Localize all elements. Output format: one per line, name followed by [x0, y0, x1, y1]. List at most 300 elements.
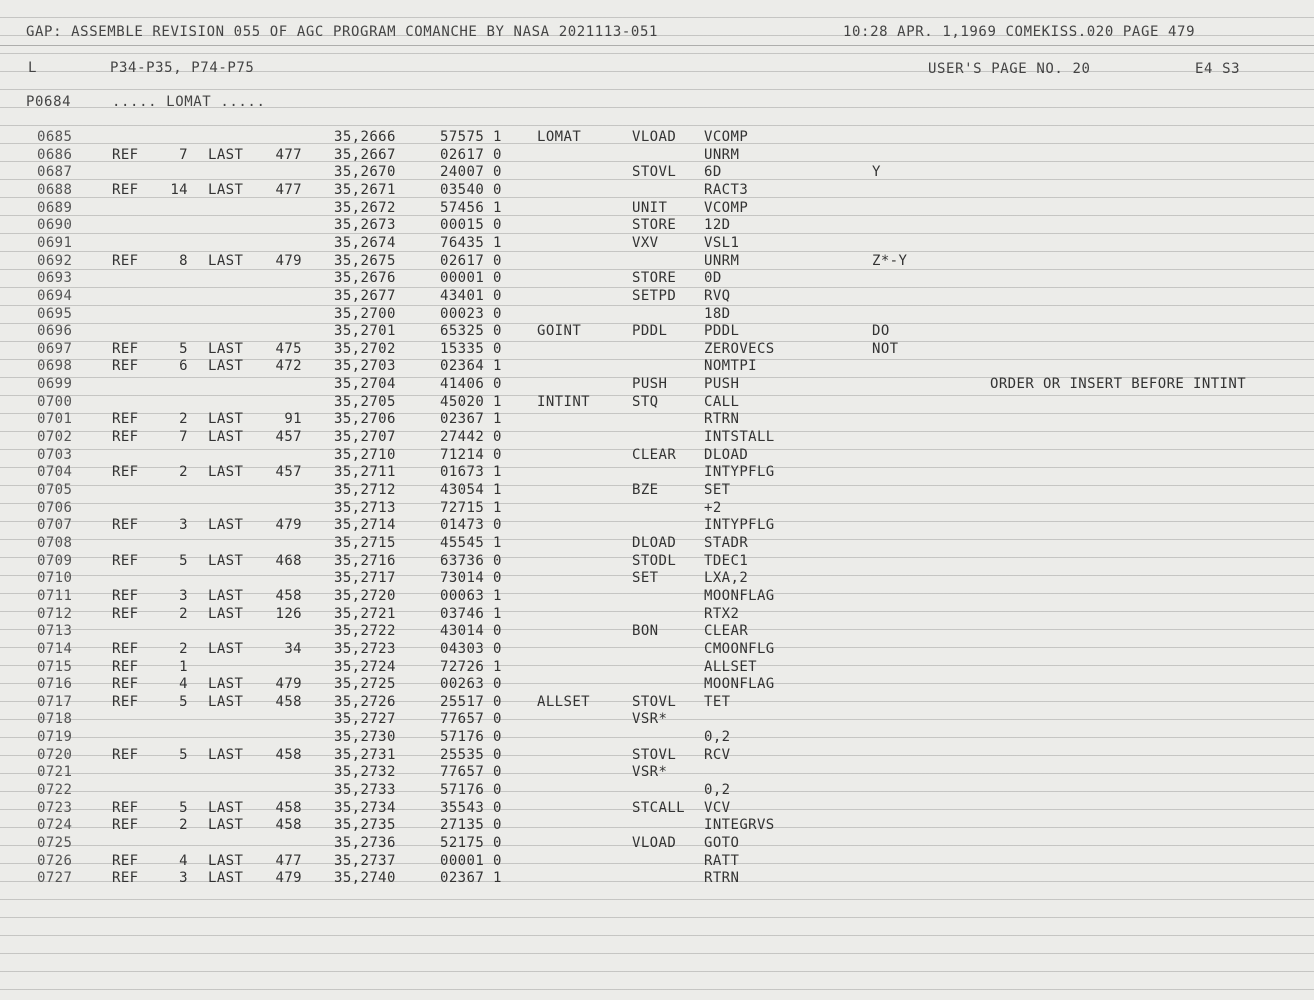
- last-keyword: LAST: [208, 693, 244, 710]
- listing-row: [0, 764, 1314, 782]
- line-number: 0697: [37, 340, 73, 357]
- last-keyword: LAST: [208, 552, 244, 569]
- last-keyword: LAST: [208, 587, 244, 604]
- opcode: VLOAD: [632, 835, 677, 851]
- last-keyword: LAST: [208, 852, 244, 869]
- line-number: 0686: [37, 146, 73, 163]
- line-number: 0693: [37, 270, 73, 287]
- last-keyword: LAST: [208, 340, 244, 357]
- operand: INTYPFLG: [704, 464, 775, 481]
- ref-count: 7: [179, 429, 188, 446]
- octal-code: 02617 0: [440, 146, 502, 163]
- ref-count: 2: [179, 411, 188, 428]
- comment: Z*-Y: [872, 252, 908, 269]
- octal-code: 57456 1: [440, 199, 502, 216]
- line-number: 0726: [37, 852, 73, 869]
- last-page: 458: [275, 799, 302, 816]
- octal-code: 01473 0: [440, 517, 502, 534]
- line-number: 0698: [37, 358, 73, 375]
- line-number: 0707: [37, 517, 73, 534]
- operand: RCV: [704, 746, 731, 763]
- operand: CALL: [704, 393, 740, 410]
- listing-row: [0, 835, 1314, 853]
- ref-count: 5: [179, 746, 188, 763]
- ref-keyword: REF: [112, 587, 139, 604]
- line-number: 0716: [37, 676, 73, 693]
- octal-code: 72715 1: [440, 499, 502, 516]
- listing-row: [0, 853, 1314, 871]
- ref-count: 3: [179, 870, 188, 887]
- opcode: CLEAR: [632, 446, 677, 463]
- line-number: 0719: [37, 729, 73, 746]
- comment: Y: [872, 164, 881, 181]
- address: 35,2711: [334, 464, 396, 481]
- opcode: SETPD: [632, 287, 677, 304]
- ref-count: 4: [179, 852, 188, 869]
- last-keyword: LAST: [208, 746, 244, 763]
- octal-code: 02367 1: [440, 870, 502, 887]
- octal-code: 03540 0: [440, 181, 502, 198]
- address: 35,2667: [334, 146, 396, 163]
- address: 35,2716: [334, 552, 396, 569]
- ref-keyword: REF: [112, 146, 139, 163]
- line-number: 0720: [37, 746, 73, 763]
- address: 35,2675: [334, 252, 396, 269]
- ref-count: 3: [179, 517, 188, 534]
- opcode: PDDL: [632, 323, 668, 340]
- octal-code: 63736 0: [440, 552, 502, 569]
- octal-code: 00001 0: [440, 852, 502, 869]
- ref-keyword: REF: [112, 252, 139, 269]
- ref-count: 5: [179, 552, 188, 569]
- listing-row: [0, 676, 1314, 694]
- octal-code: 00015 0: [440, 217, 502, 234]
- line-number: 0711: [37, 587, 73, 604]
- opcode: STOVL: [632, 693, 677, 710]
- comment: DO: [872, 323, 890, 340]
- octal-code: 57575 1: [440, 129, 502, 145]
- opcode: VXV: [632, 234, 659, 251]
- ref-count: 7: [179, 146, 188, 163]
- line-number: 0691: [37, 234, 73, 251]
- opcode: BON: [632, 623, 659, 640]
- last-page: 126: [275, 605, 302, 622]
- last-page: 458: [275, 746, 302, 763]
- address: 35,2740: [334, 870, 396, 887]
- octal-code: 00023 0: [440, 305, 502, 322]
- operand: INTEGRVS: [704, 817, 775, 834]
- listing-row: [0, 588, 1314, 606]
- line-number: 0722: [37, 782, 73, 799]
- listing-row: [0, 659, 1314, 677]
- address: 35,2735: [334, 817, 396, 834]
- octal-code: 25535 0: [440, 746, 502, 763]
- octal-code: 76435 1: [440, 234, 502, 251]
- listing-row: [0, 217, 1314, 235]
- listing-row: [0, 341, 1314, 359]
- octal-code: 35543 0: [440, 799, 502, 816]
- listing-row: [0, 358, 1314, 376]
- ref-keyword: REF: [112, 411, 139, 428]
- line-number: 0721: [37, 764, 73, 781]
- last-page: 477: [275, 181, 302, 198]
- line-number: 0696: [37, 323, 73, 340]
- opcode: VLOAD: [632, 129, 677, 145]
- last-page: 457: [275, 464, 302, 481]
- ref-count: 1: [179, 658, 188, 675]
- line-number: 0694: [37, 287, 73, 304]
- line-number: 0703: [37, 446, 73, 463]
- label: GOINT: [537, 323, 582, 340]
- listing-row: [0, 464, 1314, 482]
- listing-row: [0, 129, 1314, 147]
- listing-row: [0, 482, 1314, 500]
- ref-keyword: REF: [112, 517, 139, 534]
- opcode: VSR*: [632, 764, 668, 781]
- listing-row: [0, 606, 1314, 624]
- octal-code: 77657 0: [440, 764, 502, 781]
- address: 35,2730: [334, 729, 396, 746]
- address: 35,2722: [334, 623, 396, 640]
- octal-code: 57176 0: [440, 782, 502, 799]
- operand: 0,2: [704, 782, 731, 799]
- last-page: 91: [284, 411, 302, 428]
- octal-code: 57176 0: [440, 729, 502, 746]
- listing-row: [0, 182, 1314, 200]
- operand: DLOAD: [704, 446, 749, 463]
- ref-keyword: REF: [112, 852, 139, 869]
- address: 35,2703: [334, 358, 396, 375]
- listing-row: [0, 447, 1314, 465]
- operand: RTRN: [704, 411, 740, 428]
- octal-code: 41406 0: [440, 376, 502, 393]
- last-keyword: LAST: [208, 605, 244, 622]
- section-title: ..... LOMAT .....: [112, 94, 266, 110]
- address: 35,2704: [334, 376, 396, 393]
- address: 35,2724: [334, 658, 396, 675]
- ref-keyword: REF: [112, 746, 139, 763]
- last-keyword: LAST: [208, 429, 244, 446]
- last-keyword: LAST: [208, 640, 244, 657]
- address: 35,2671: [334, 181, 396, 198]
- ref-count: 4: [179, 676, 188, 693]
- operand: LXA,2: [704, 570, 749, 587]
- ref-keyword: REF: [112, 340, 139, 357]
- line-number: 0700: [37, 393, 73, 410]
- listing-row: [0, 306, 1314, 324]
- last-keyword: LAST: [208, 358, 244, 375]
- ref-count: 5: [179, 693, 188, 710]
- line-number: 0688: [37, 181, 73, 198]
- octal-code: 00263 0: [440, 676, 502, 693]
- ref-keyword: REF: [112, 552, 139, 569]
- last-page: 475: [275, 340, 302, 357]
- listing-row: [0, 323, 1314, 341]
- operand: GOTO: [704, 835, 740, 851]
- opcode: PUSH: [632, 376, 668, 393]
- last-page: 457: [275, 429, 302, 446]
- operand: SET: [704, 482, 731, 498]
- address: 35,2707: [334, 429, 396, 446]
- opcode: STORE: [632, 270, 677, 287]
- line-number: 0685: [37, 129, 73, 145]
- operand: RATT: [704, 852, 740, 869]
- operand: RTX2: [704, 605, 740, 622]
- address: 35,2725: [334, 676, 396, 693]
- operand: 12D: [704, 217, 731, 234]
- ref-count: 2: [179, 817, 188, 834]
- ref-count: 14: [170, 181, 188, 198]
- listing-row: [0, 517, 1314, 535]
- address: 35,2700: [334, 305, 396, 322]
- ref-count: 2: [179, 605, 188, 622]
- operand: CLEAR: [704, 623, 749, 640]
- octal-code: 77657 0: [440, 711, 502, 728]
- ref-keyword: REF: [112, 870, 139, 887]
- line-number: 0704: [37, 464, 73, 481]
- line-number: 0687: [37, 164, 73, 181]
- address: 35,2676: [334, 270, 396, 287]
- address: 35,2727: [334, 711, 396, 728]
- listing-row: [0, 553, 1314, 571]
- operand: VCOMP: [704, 129, 749, 145]
- octal-code: 01673 1: [440, 464, 502, 481]
- operand: RTRN: [704, 870, 740, 887]
- operand: 0D: [704, 270, 722, 287]
- operand: TET: [704, 693, 731, 710]
- date-page-header: 10:28 APR. 1,1969 COMEKISS.020 PAGE 479: [843, 24, 1196, 40]
- listing-row: [0, 253, 1314, 271]
- octal-code: 52175 0: [440, 835, 502, 851]
- last-page: 479: [275, 252, 302, 269]
- octal-code: 65325 0: [440, 323, 502, 340]
- last-keyword: LAST: [208, 252, 244, 269]
- listing-row: [0, 200, 1314, 218]
- address: 35,2713: [334, 499, 396, 516]
- address: 35,2702: [334, 340, 396, 357]
- address: 35,2705: [334, 393, 396, 410]
- opcode: UNIT: [632, 199, 668, 216]
- octal-code: 03746 1: [440, 605, 502, 622]
- ref-count: 3: [179, 587, 188, 604]
- ref-count: 6: [179, 358, 188, 375]
- ref-keyword: REF: [112, 799, 139, 816]
- last-keyword: LAST: [208, 870, 244, 887]
- octal-code: 02367 1: [440, 411, 502, 428]
- listing-row: [0, 800, 1314, 818]
- last-keyword: LAST: [208, 146, 244, 163]
- opcode: VSR*: [632, 711, 668, 728]
- address: 35,2712: [334, 482, 396, 498]
- operand: NOMTPI: [704, 358, 757, 375]
- opcode: STQ: [632, 393, 659, 410]
- opcode: STODL: [632, 552, 677, 569]
- listing-row: [0, 729, 1314, 747]
- listing-row: [0, 817, 1314, 835]
- label: ALLSET: [537, 693, 590, 710]
- opcode: STOVL: [632, 164, 677, 181]
- last-page: 472: [275, 358, 302, 375]
- address: 35,2733: [334, 782, 396, 799]
- last-page: 458: [275, 693, 302, 710]
- operand: VCV: [704, 799, 731, 816]
- operand: ZEROVECS: [704, 340, 775, 357]
- line-number: 0702: [37, 429, 73, 446]
- operand: VSL1: [704, 234, 740, 251]
- label: INTINT: [537, 393, 590, 410]
- listing-row: [0, 535, 1314, 553]
- operand: +2: [704, 499, 722, 516]
- header-rule: [0, 45, 1314, 46]
- listing-row: [0, 694, 1314, 712]
- address: 35,2670: [334, 164, 396, 181]
- line-number: 0727: [37, 870, 73, 887]
- opcode: SET: [632, 570, 659, 587]
- sheet-code: E4 S3: [1195, 61, 1241, 77]
- last-page: 458: [275, 587, 302, 604]
- line-number: 0717: [37, 693, 73, 710]
- opcode: STOVL: [632, 746, 677, 763]
- opcode: STORE: [632, 217, 677, 234]
- ref-keyword: REF: [112, 676, 139, 693]
- listing-row: [0, 147, 1314, 165]
- octal-code: 02617 0: [440, 252, 502, 269]
- address: 35,2715: [334, 534, 396, 551]
- line-number: 0714: [37, 640, 73, 657]
- operand: RACT3: [704, 181, 749, 198]
- operand: INTSTALL: [704, 429, 775, 446]
- ref-keyword: REF: [112, 181, 139, 198]
- listing-row: [0, 641, 1314, 659]
- line-number: 0712: [37, 605, 73, 622]
- listing-row: [0, 570, 1314, 588]
- ref-count: 2: [179, 464, 188, 481]
- octal-code: 24007 0: [440, 164, 502, 181]
- listing-type: L: [28, 60, 38, 76]
- address: 35,2726: [334, 693, 396, 710]
- line-number: 0713: [37, 623, 73, 640]
- operand: UNRM: [704, 252, 740, 269]
- ref-keyword: REF: [112, 358, 139, 375]
- octal-code: 43401 0: [440, 287, 502, 304]
- last-page: 34: [284, 640, 302, 657]
- ref-keyword: REF: [112, 429, 139, 446]
- assembly-header: GAP: ASSEMBLE REVISION 055 OF AGC PROGRAM COMANCHE BY NASA 2021113-051: [26, 24, 659, 40]
- last-keyword: LAST: [208, 817, 244, 834]
- address: 35,2672: [334, 199, 396, 216]
- operand: RVQ: [704, 287, 731, 304]
- octal-code: 45545 1: [440, 534, 502, 551]
- opcode: DLOAD: [632, 534, 677, 551]
- address: 35,2701: [334, 323, 396, 340]
- octal-code: 00063 1: [440, 587, 502, 604]
- last-keyword: LAST: [208, 517, 244, 534]
- address: 35,2714: [334, 517, 396, 534]
- operand: VCOMP: [704, 199, 749, 216]
- listing-row: [0, 500, 1314, 518]
- ref-count: 5: [179, 340, 188, 357]
- address: 35,2734: [334, 799, 396, 816]
- line-number: 0724: [37, 817, 73, 834]
- ref-keyword: REF: [112, 640, 139, 657]
- line-number: 0710: [37, 570, 73, 587]
- line-number: 0699: [37, 376, 73, 393]
- last-keyword: LAST: [208, 181, 244, 198]
- opcode: STCALL: [632, 799, 685, 816]
- ref-keyword: REF: [112, 464, 139, 481]
- operand: UNRM: [704, 146, 740, 163]
- octal-code: 27135 0: [440, 817, 502, 834]
- address: 35,2673: [334, 217, 396, 234]
- user-page-number: USER'S PAGE NO. 20: [928, 61, 1091, 77]
- label: LOMAT: [537, 129, 582, 145]
- listing-row: [0, 235, 1314, 253]
- operand: PDDL: [704, 323, 740, 340]
- address: 35,2736: [334, 835, 396, 851]
- line-number: 0690: [37, 217, 73, 234]
- octal-code: 00001 0: [440, 270, 502, 287]
- address: 35,2721: [334, 605, 396, 622]
- listing-row: [0, 711, 1314, 729]
- ref-count: 2: [179, 640, 188, 657]
- address: 35,2710: [334, 446, 396, 463]
- octal-code: 45020 1: [440, 393, 502, 410]
- ref-keyword: REF: [112, 605, 139, 622]
- line-number: 0718: [37, 711, 73, 728]
- octal-code: 15335 0: [440, 340, 502, 357]
- program-range: P34-P35, P74-P75: [110, 60, 255, 76]
- line-number: 0725: [37, 835, 73, 851]
- octal-code: 71214 0: [440, 446, 502, 463]
- address: 35,2717: [334, 570, 396, 587]
- last-keyword: LAST: [208, 676, 244, 693]
- last-page: 479: [275, 870, 302, 887]
- octal-code: 27442 0: [440, 429, 502, 446]
- opcode: BZE: [632, 482, 659, 498]
- listing-row: [0, 164, 1314, 182]
- operand: PUSH: [704, 376, 740, 393]
- octal-code: 43014 0: [440, 623, 502, 640]
- address: 35,2706: [334, 411, 396, 428]
- last-page: 477: [275, 852, 302, 869]
- line-number: 0692: [37, 252, 73, 269]
- octal-code: 72726 1: [440, 658, 502, 675]
- listing-row: [0, 411, 1314, 429]
- listing-row: [0, 782, 1314, 800]
- octal-code: 04303 0: [440, 640, 502, 657]
- listing-row: [0, 747, 1314, 765]
- line-number: 0709: [37, 552, 73, 569]
- address: 35,2674: [334, 234, 396, 251]
- last-keyword: LAST: [208, 799, 244, 816]
- ref-count: 8: [179, 252, 188, 269]
- line-number: 0715: [37, 658, 73, 675]
- last-page: 458: [275, 817, 302, 834]
- operand: STADR: [704, 534, 749, 551]
- last-keyword: LAST: [208, 411, 244, 428]
- line-number: 0701: [37, 411, 73, 428]
- octal-code: 25517 0: [440, 693, 502, 710]
- operand: MOONFLAG: [704, 676, 775, 693]
- address: 35,2732: [334, 764, 396, 781]
- line-number: 0695: [37, 305, 73, 322]
- listing-row: [0, 394, 1314, 412]
- operand: TDEC1: [704, 552, 749, 569]
- operand: MOONFLAG: [704, 587, 775, 604]
- listing-row: [0, 870, 1314, 888]
- address: 35,2731: [334, 746, 396, 763]
- operand: CMOONFLG: [704, 640, 775, 657]
